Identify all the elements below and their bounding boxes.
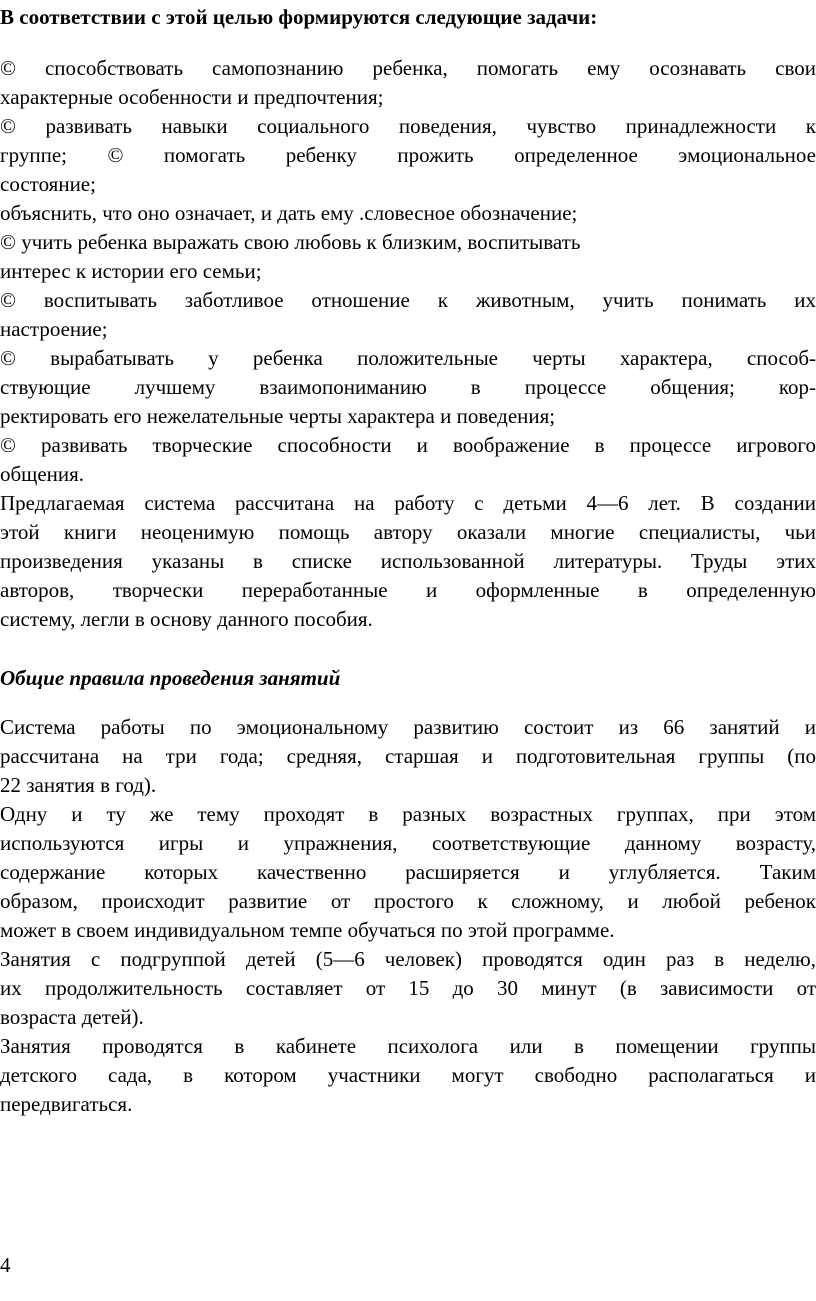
text-line: Занятия с подгруппой детей (5—6 человек) проводятся один раз в неделю, [0,947,816,971]
page-content [0,3,816,1119]
task-social-behavior [0,112,816,228]
page-number: 4 [0,1253,11,1277]
text-line: ректировать его нежелательные черты характера и поведения; [0,404,556,428]
text-line: произведения указаны в списке использованной литературы. Труды этих [0,549,816,573]
paragraph-location [0,1032,816,1119]
text-line: общения. [0,462,85,486]
text-line: интерес к истории его семьи; [0,259,262,283]
paragraph-age-groups [0,800,816,945]
text-line: характерные особенности и предпочтения; [0,85,384,109]
text-line: © воспитывать заботливое отношение к животным, учить понимать их [0,288,816,312]
task-character [0,344,816,431]
text-line: Одну и ту же тему проходят в разных возрастных группах, при этом [0,802,816,826]
text-line: Предлагаемая система рассчитана на работу с детьми 4—6 лет. В создании [0,491,816,515]
task-animals [0,286,816,344]
text-line: © способствовать самопознанию ребенка, помогать ему осознавать свои [0,56,816,80]
intro-paragraph [0,489,816,634]
text-line: возраста детей). [0,1005,144,1029]
text-line: передвигаться. [0,1092,133,1116]
task-love-family [0,228,816,286]
text-line: © развивать навыки социального поведения, чувство принадлежности к [0,114,816,138]
text-line: образом, происходит развитие от простого к сложному, и любой ребенок [0,889,816,913]
task-self-knowledge [0,54,816,112]
text-line: 22 занятия в год). [0,773,157,797]
text-line: © вырабатывать у ребенка положительные черты характера, способ- [0,346,816,370]
text-line: группе; © помогать ребенку прожить определенное эмоциональное [0,143,816,167]
text-line: настроение; [0,317,108,341]
text-line: Система работы по эмоциональному развитию состоит из 66 занятий и [0,715,816,739]
text-line: содержание которых качественно расширяется и углубляется. Таким [0,860,816,884]
text-line: рассчитана на три года; средняя, старшая и подготовительная группы (по [0,744,816,768]
text-line: используются игры и упражнения, соответствующие данному возрасту, [0,831,816,855]
text-line: объяснить, что оно означает, и дать ему .словесное обозначение; [0,201,578,225]
text-line: © развивать творческие способности и воображение в процессе игрового [0,433,816,457]
text-line: систему, легли в основу данного пособия. [0,607,373,631]
paragraph-system-overview [0,713,816,800]
text-line: детского сада, в котором участники могут свободно располагаться и [0,1063,816,1087]
text-line: этой книги неоценимую помощь автору оказали многие специалисты, чьи [0,520,816,544]
text-line: может в своем индивидуальном темпе обучаться по этой программе. [0,918,615,942]
text-line: авторов, творчески переработанные и оформленные в определенную [0,578,816,602]
text-line: состояние; [0,172,96,196]
text-line: © учить ребенка выражать свою любовь к близким, воспитывать [0,230,581,254]
text-line: Занятия проводятся в кабинете психолога или в помещении группы [0,1034,816,1058]
text-line: ствующие лучшему взаимопониманию в процессе общения; кор- [0,375,816,399]
tasks-heading: В соответствии с этой целью формируются следующие задачи: [0,5,598,29]
paragraph-schedule [0,945,816,1032]
section-title: Общие правила проведения занятий [0,666,341,690]
task-creativity [0,431,816,489]
text-line: их продолжительность составляет от 15 до 30 минут (в зависимости от [0,976,816,1000]
